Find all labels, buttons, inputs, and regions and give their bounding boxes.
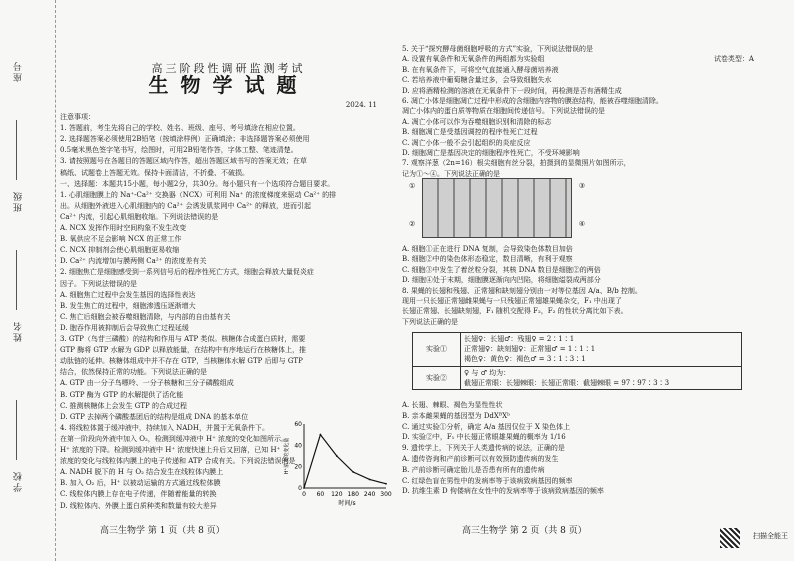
- subject-title: 生物学试题: [148, 73, 309, 97]
- fig-label: ③: [578, 182, 585, 190]
- text-line: 3. 请按照题号在各题目的答题区域内作答，超出答题区域书写的答案无效；在草: [60, 157, 307, 166]
- x-tick-label: 180: [347, 491, 359, 498]
- text-line: 2. 选择题答案必须使用2B铅笔（按填涂样例）正确填涂；非选择题答案必须使用: [60, 135, 310, 144]
- footer-page-2: 高三生物学 第 2 页（共 8 页）: [462, 526, 587, 536]
- text-line: D. 抗维生素 D 佝偻病在女性中的发病率等于该病致病基因的频率: [402, 487, 604, 496]
- table-cell: 长翅♀：长翅♂：残翅♀ = 2∶1∶1: [464, 335, 575, 343]
- result-table: [412, 332, 742, 390]
- page-2: [402, 0, 782, 561]
- text-line: D. 胞吞作用被抑制后会导致焦亡过程延缓: [60, 323, 189, 332]
- text-line: C. 推测核糖体上会发生 GTP 的合成过程: [60, 401, 187, 410]
- text-line: 结合，依然保持正常的功能。下列说法正确的是: [60, 368, 207, 377]
- text-line: 4. 将线粒体置于缓冲液中，持续加入 NADH，并置于无氧条件下。: [60, 423, 270, 432]
- data-point: [352, 471, 354, 473]
- y-tick-label: 40: [294, 442, 302, 450]
- text-line: C. NCX 抑制剂会使心肌细胞更易收缩: [60, 246, 180, 255]
- text-line: 0.5毫米黑色签字笔书写，绘图时，可用2B铅笔作答，字体工整、笔迹清楚。: [60, 146, 298, 155]
- text-line: 1. 心肌细胞膜上的 Na⁺-Ca²⁺ 交换器（NCX）可利用 Na⁺ 的浓度梯度来驱动 Ca²⁺ 的排: [60, 190, 337, 199]
- table-cell: ♀ 与 ♂ 均为：: [464, 368, 511, 377]
- text-line: 凋亡小体内的蛋白质等物质在细胞间传递信号。下列说法错误的是: [402, 107, 605, 116]
- text-line: B. 亲本雌果蝇的基因型为 DdXᴮXᵇ: [402, 411, 510, 420]
- y-tick-label: 60: [294, 421, 302, 428]
- fill-line: [16, 250, 17, 310]
- x-axis-label: 时间/s: [338, 500, 356, 507]
- x-tick-label: 300: [380, 491, 392, 498]
- fig-label: ②: [409, 220, 416, 228]
- text-line: 记为①～④。下列说法正确的是: [402, 169, 500, 178]
- data-line: [304, 435, 386, 488]
- text-line: 一、选择题：本题共15小题，每小题2分，共30分。每小题只有一个选项符合题目要求。: [60, 179, 335, 188]
- text-line: B. 细胞凋亡是受基因调控的程序性死亡过程: [402, 128, 538, 137]
- binding-margin: [0, 0, 56, 561]
- text-line: A. NADH 脱下的 H 与 O₂ 结合发生在线粒体内膜上: [60, 468, 224, 477]
- text-line: B. 产前诊断可确定胎儿是否患有所有的遗传病: [402, 465, 545, 474]
- exam-type: 试卷类型：A: [713, 55, 754, 63]
- data-point: [336, 455, 338, 457]
- x-tick-label: 60: [316, 491, 325, 498]
- footer-page-1: 高三生物学 第 1 页（共 8 页）: [100, 526, 225, 536]
- text-line: A. 遗传咨询和产前诊断可以有效预防遗传病的发生: [402, 455, 559, 463]
- text-line: 8. 果蝇的长翅和残翅、正常翅和缺刻翅分别由一对等位基因 A/a、B/b 控制。: [402, 286, 642, 295]
- y-axis-label: H⁺浓度的变化量: [284, 437, 290, 475]
- page-1: [60, 0, 397, 561]
- text-line: 5. 关于“探究酵母菌细胞呼吸的方式”实验，下列说法错误的是: [402, 45, 594, 53]
- text-line: A. GTP 由一分子鸟嘌呤、一分子核糖和三分子磷酸组成: [60, 379, 234, 388]
- text-line: 9. 遗传学上，下列关于人类遗传病的说法，正确的是: [402, 444, 565, 453]
- micrograph-image: [409, 178, 585, 238]
- text-line: B. GTP 酶为 GTP 的水解提供了活化能: [60, 390, 184, 399]
- text-line: 2. 细胞焦亡是细胞感受到一系列信号后的程序性死亡方式，细胞会释放大量促炎症: [60, 268, 314, 277]
- table-cell: 正常翅♀：缺刻翅♀：正常翅♂ = 1∶1∶1: [464, 345, 596, 354]
- text-line: 长翅正常翅、长翅缺刻翅，F₁ 随机交配得 F₂，F₂ 的性状分离比如下表。: [402, 307, 628, 316]
- text-line: C. 细胞③中发生了着丝粒分裂，其核 DNA 数目是细胞②的两倍: [402, 265, 601, 274]
- text-line: D. 细胞④处于末期，细胞膜逐渐向内凹陷，将细胞缢裂成两部分: [402, 276, 601, 285]
- scanner-watermark: 扫描全能王: [753, 532, 788, 540]
- label-seat: 座号: [14, 60, 24, 82]
- text-line: C. 焦亡后细胞会被吞噬细胞清除，与内部的自由基有关: [60, 312, 231, 321]
- text-line: 3. GTP（鸟苷三磷酸）的结构和作用与 ATP 类似。核糖体合成蛋白质时，需要: [60, 335, 306, 343]
- data-point: [320, 434, 322, 436]
- text-line: A. NCX 发挥作用时空间构象不发生改变: [60, 224, 187, 232]
- text-line: C. 红绿色盲在男性中的发病率等于该病致病基因的频率: [402, 476, 573, 485]
- text-line: D. 应将酒精检测的溶液在无氧条件下一段时间，再检测是否有酒精生成: [402, 86, 622, 95]
- data-point: [303, 487, 305, 489]
- label-name: 姓名: [14, 320, 24, 342]
- fig-label: ④: [578, 220, 585, 228]
- label-school: 学校: [14, 470, 24, 492]
- text-line: 7. 观察洋葱（2n=16）根尖细胞有丝分裂，拍摄到的显微照片如图所示，: [402, 159, 631, 168]
- fill-line: [16, 400, 17, 460]
- text-line: 因子。下列说法错误的是: [60, 279, 137, 288]
- text-line: A. 细胞焦亡过程中会发生基因的选择性表达: [60, 290, 196, 299]
- y-tick-label: 0: [298, 485, 302, 492]
- text-line: 浓度的变化与线粒体内膜上的电子传递和 ATP 合成有关。下列说法错误的是: [60, 457, 296, 466]
- text-line: 下列说法正确的是: [402, 317, 458, 326]
- exam-date: 2024. 11: [345, 101, 377, 109]
- label-class: 班级: [14, 190, 24, 212]
- text-line: Ca²⁺ 内流，引起心肌细胞收缩。下列说法错误的是: [60, 212, 219, 221]
- text-line: 1. 答题前，考生先将自己的学校、姓名、班级、座号、考号填涂在相应位置。: [60, 124, 300, 133]
- text-line: B. 发生焦亡的过程中，细胞渗透压逐渐增大: [60, 301, 196, 310]
- x-tick-label: 240: [363, 491, 376, 498]
- text-line: 注意事项：: [60, 113, 95, 121]
- text-line: B. 在有氧条件下，可将空气直接通入酵母菌培养液: [402, 65, 559, 74]
- text-line: 出。从细胞外液进入心肌细胞内的 Ca²⁺ 会诱发肌浆网中 Ca²⁺ 的释放，进而引起: [60, 201, 311, 210]
- text-line: 动肽链的延伸。核糖体组成中并不存在 GTP，当核糖体水解 GTP 后即与 GTP: [60, 357, 303, 366]
- text-line: D. GTP 去掉两个磷酸基团后的结构是组成 DNA 的基本单位: [60, 412, 249, 421]
- exam-title: 高三阶段性调研监测考试: [151, 62, 306, 75]
- text-line: C. 若培养液中葡萄糖含量过多，会导致细胞失水: [402, 76, 552, 85]
- text-line: D. 实验②中，F₁ 中长翅正常眼雄果蝇的概率为 1/16: [402, 433, 566, 442]
- x-tick-label: 0: [302, 491, 306, 498]
- text-line: 在第一阶段向外液中加入 O₂，检测到缓冲液中 H⁺ 浓度的变化如图所示。: [60, 434, 289, 443]
- text-line: A. 长翅、棘眼、褐色为显性性状: [402, 401, 503, 409]
- table-cell: 截翅正常眼：长翅棘眼：长翅正常眼：截翅棘眼 = 97∶97∶3∶3: [464, 378, 670, 387]
- text-line: D. 细胞凋亡是基因决定的细胞程序性死亡，不受环境影响: [402, 149, 580, 157]
- h-concentration-chart: [282, 418, 390, 506]
- text-line: C. 线粒体内膜上存在电子传递，伴随着能量的转换: [60, 490, 217, 499]
- table-row-label: 实验①: [413, 333, 461, 367]
- text-line: A. 凋亡小体可以作为吞噬细胞识别和清除的标志: [402, 117, 552, 126]
- text-line: C. 凋亡小体一般不会引起组织的炎症反应: [402, 138, 531, 147]
- text-line: B. 细胞②中的染色体形态稳定，数目清晰，有利于观察: [402, 255, 573, 264]
- data-point: [369, 479, 371, 481]
- text-line: GTP 酶将 GTP 水解为 GDP 以释放能量，在结构中有序地运行在核糖体上，推: [60, 346, 306, 355]
- qr-code-icon: [720, 528, 740, 548]
- text-line: C. 通过实验①分析，确定 A/a 基因仅位于 X 染色体上: [402, 422, 571, 431]
- text-line: D. 线粒体内、外膜上蛋白质种类和数量有较大差异: [60, 501, 217, 510]
- x-tick-label: 120: [331, 491, 343, 498]
- table-cell: 褐色♀：黄色♀：褐色♂ = 3∶1∶3∶1: [464, 355, 586, 364]
- text-line: 现用一只长翅正常翅雌果蝇与一只残翅正常翅雄果蝇杂交，F₁ 中出现了: [402, 297, 622, 305]
- fig-label: ①: [409, 182, 416, 190]
- table-row-label: 实验②: [413, 366, 461, 389]
- y-tick-label: 20: [294, 463, 302, 471]
- text-line: B. 加入 O₂ 后，H⁺ 以被动运输的方式通过线粒体膜: [60, 479, 221, 488]
- data-point: [385, 483, 387, 485]
- text-line: A. 细胞①正在进行 DNA 复制，会导致染色体数目加倍: [402, 245, 573, 253]
- text-line: D. Ca²⁺ 内流增加与膜两侧 Ca²⁺ 的浓度差有关: [60, 257, 207, 266]
- text-line: 6. 凋亡小体是细胞凋亡过程中形成的含细胞内容物的膜泡结构，能被吞噬细胞清除。: [402, 97, 663, 105]
- fill-line: [16, 120, 17, 180]
- text-line: H⁺ 浓度的下降。检测到缓冲液中 H⁺ 浓度快速上升后又回落，已知 H⁺: [60, 446, 281, 454]
- text-line: B. 氧供应不足会影响 NCX 的正常工作: [60, 235, 182, 244]
- text-line: 稿纸、试题卷上答题无效。保持卡面清洁，不折叠、不破损。: [60, 168, 249, 177]
- text-line: A. 设置有氧条件和无氧条件的两组都为实验组: [402, 55, 545, 64]
